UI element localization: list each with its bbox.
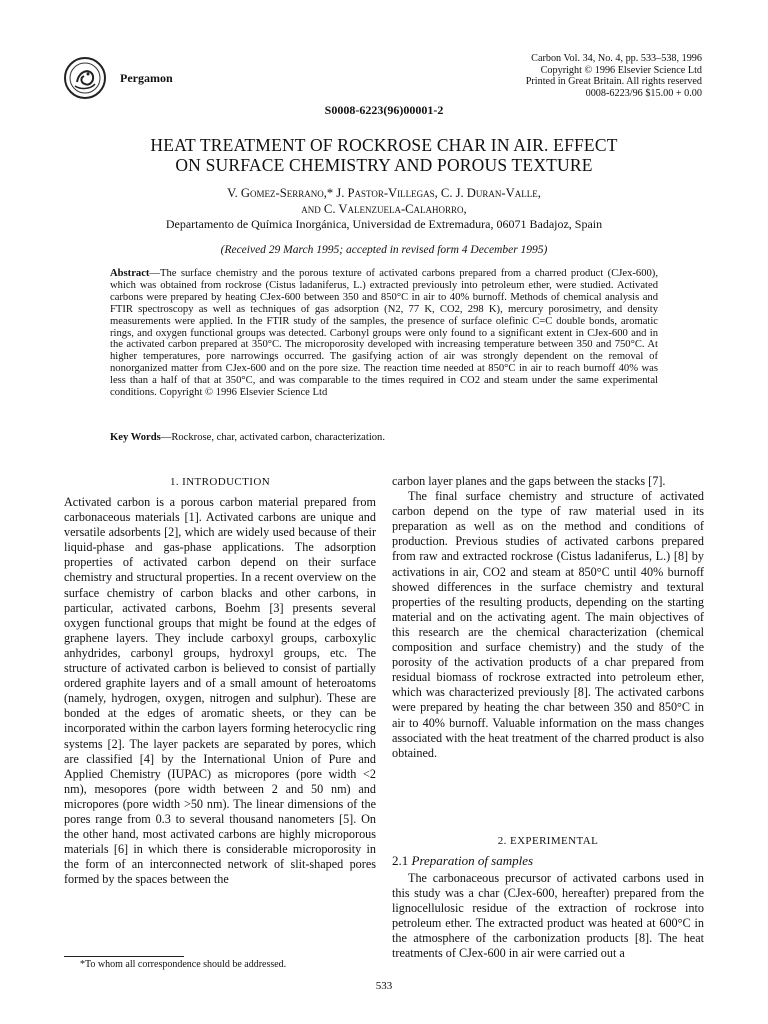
intro-paragraph: Activated carbon is a porous carbon material prepared from carbonaceous materials [1]. Activated carbons are unique and versatile adsorbents [2], which are widely used because of their liquid-phase and gas-phase applications. The adsorption properties of activated carbon depend on their surface chemistry and structural properties. In a recent overview on the surface chemistry of carbon blacks and other carbons, in particular, activated carbons, Boehm [3] presents several oxygen functional groups that might be found at the edges of graphene layers. They include carboxyl groups, carboxylic anhydrides, carbonyl groups, hydroxyl groups, etc. The structure of activated carbon is believed to consist of partially ordered graphite layers and of a small amount of heteroatoms (namely, hydrogen, oxygen, nitrogen and sulphur). These are bonded at the edges of aromatic sheets, or they can be incorporated within the carbon layers forming heterocyclic ring systems [2]. The layer packets are separated by pores, which are classified [4] by the International Union of Pure and Applied Chemistry (IUPAC) as micropores (pore width <2 nm), mesopores (pore width between 2 and 50 nm) and micropores (pore width >50 nm). The linear dimensions of the pores range from 0.3 to several thousand nanometers [5]. On the other hand, most activated carbons are highly microporous materials [6] in which there is considerable microporosity in the form of an interconnected network of slit-shaped pores formed by the spaces between the xyxy=(64,495,376,887)
introduction-body xyxy=(64,495,376,887)
authors xyxy=(110,185,658,217)
affiliation: Departamento de Química Inorgánica, Universidad de Extremadura, 06071 Badajoz, Spain xyxy=(165,217,603,231)
printed-line: Printed in Great Britain. All rights reserved xyxy=(525,76,702,88)
right-paragraph-2: The final surface chemistry and structure of activated carbon depend on the type of raw material used in its preparation as well as on the method and conditions of production. Previous studies of activated carbons prepared from raw and extracted rockrose (Cistus ladaniferus, L.) [8] by activations in air, CO2 and steam at 850°C until 40% burnoff showed differences in the surface chemistry and textural properties of the resulting products, depending on the starting material and on the activating agent. The main objectives of this research are the chemical characterization (chemical composition and surface chemistry) and the study of the porosity of the activation products of a char prepared from residual biomass of rockrose extracted into petroleum ether, which was characterized previously [8]. The activated carbons were prepared by heating the char between 350 and 850°C in air to 40% burnoff. Valuable information on the mass changes associated with the heat treatment of the charred product is also obtained. xyxy=(392,489,704,760)
authors-line-2: and C. Valenzuela-Calahorro, xyxy=(301,202,467,216)
experimental-heading: 2. EXPERIMENTAL xyxy=(497,835,599,847)
keywords xyxy=(110,432,658,443)
experimental-body xyxy=(392,871,704,962)
footnote-rule xyxy=(64,956,184,957)
journal-citation: Carbon Vol. 34, No. 4, pp. 533–538, 1996 xyxy=(531,53,702,64)
introduction-heading: 1. INTRODUCTION xyxy=(169,476,271,488)
keywords-label: Key Words xyxy=(110,432,161,443)
subsection-heading xyxy=(392,853,704,869)
copyright-line: Copyright © 1996 Elsevier Science Ltd xyxy=(540,64,702,76)
abstract-label: Abstract xyxy=(110,268,150,279)
doi: S0008-6223(96)00001-2 xyxy=(324,103,444,117)
abstract xyxy=(110,268,658,399)
subsection-number: 2.1 xyxy=(392,853,409,868)
page-number: 533 xyxy=(375,980,393,992)
title-line-1: HEAT TREATMENT OF ROCKROSE CHAR IN AIR. EFFECT xyxy=(150,135,618,155)
pergamon-logo xyxy=(63,56,107,100)
right-column-body xyxy=(392,474,704,761)
article-title xyxy=(80,135,688,175)
publisher-name: Pergamon xyxy=(120,71,173,85)
footnote: *To whom all correspondence should be addressed. xyxy=(80,959,287,970)
title-line-2: ON SURFACE CHEMISTRY AND POROUS TEXTURE xyxy=(175,155,593,175)
right-paragraph-1: carbon layer planes and the gaps between the stacks [7]. xyxy=(392,474,666,488)
received-dates: (Received 29 March 1995; accepted in revised form 4 December 1995) xyxy=(220,244,548,256)
authors-line-1: V. Gomez-Serrano,* J. Pastor-Villegas, C. J. Duran-Valle, xyxy=(227,186,541,200)
price-line: 0008-6223/96 $15.00 + 0.00 xyxy=(585,87,702,99)
experimental-paragraph: The carbonaceous precursor of activated carbons used in this study was a char (CJex-600, hereafter) prepared from the lignocellulosic residue of the extraction of rockrose into petroleum ether. The extracted product was heated at 600°C in the atmosphere of the carbonization products [8]. The heat treatments of CJex-600 in air were carried out a xyxy=(392,871,704,961)
journal-meta xyxy=(402,53,702,99)
subsection-title: Preparation of samples xyxy=(411,853,534,868)
keywords-text: —Rockrose, char, activated carbon, characterization. xyxy=(160,432,386,443)
abstract-text: —The surface chemistry and the porous texture of activated carbons prepared from a charred product (CJex-600), which was obtained from rockrose (Cistus ladaniferus, L.) extracted previously into petroleum ether, were studied. Activated carbons were prepared by heating CJex-600 between 350 and 850°C in air to 40% burnoff. Methods of chemical analysis and FTIR spectroscopy as well as techniques of gas adsorption (N2, 77 K, CO2, 298 K), mercury porosimetry, and density measurements were applied. In the FTIR study of the samples, the presence of surface olefinic C=C double bonds, aromatic rings, and oxygen functional groups was detected. Carbonyl groups were only found to a significant extent in CJex-600 and in the activated carbon prepared at 350°C. The microporosity developed with increasing temperature between 350 and 750°C. At higher temperatures, pore narrowings occurred. The gasifying action of air was strongly dependent on the removal of nonorganized matter from CJex-600 and on the pore size. The reaction time needed at 850°C in air to reach burnoff 40% was less than a half of that at 350°C, and was comparable to the times required in CO2 and steam under the same experimental conditions. Copyright © 1996 Elsevier Science Ltd xyxy=(110,268,658,399)
